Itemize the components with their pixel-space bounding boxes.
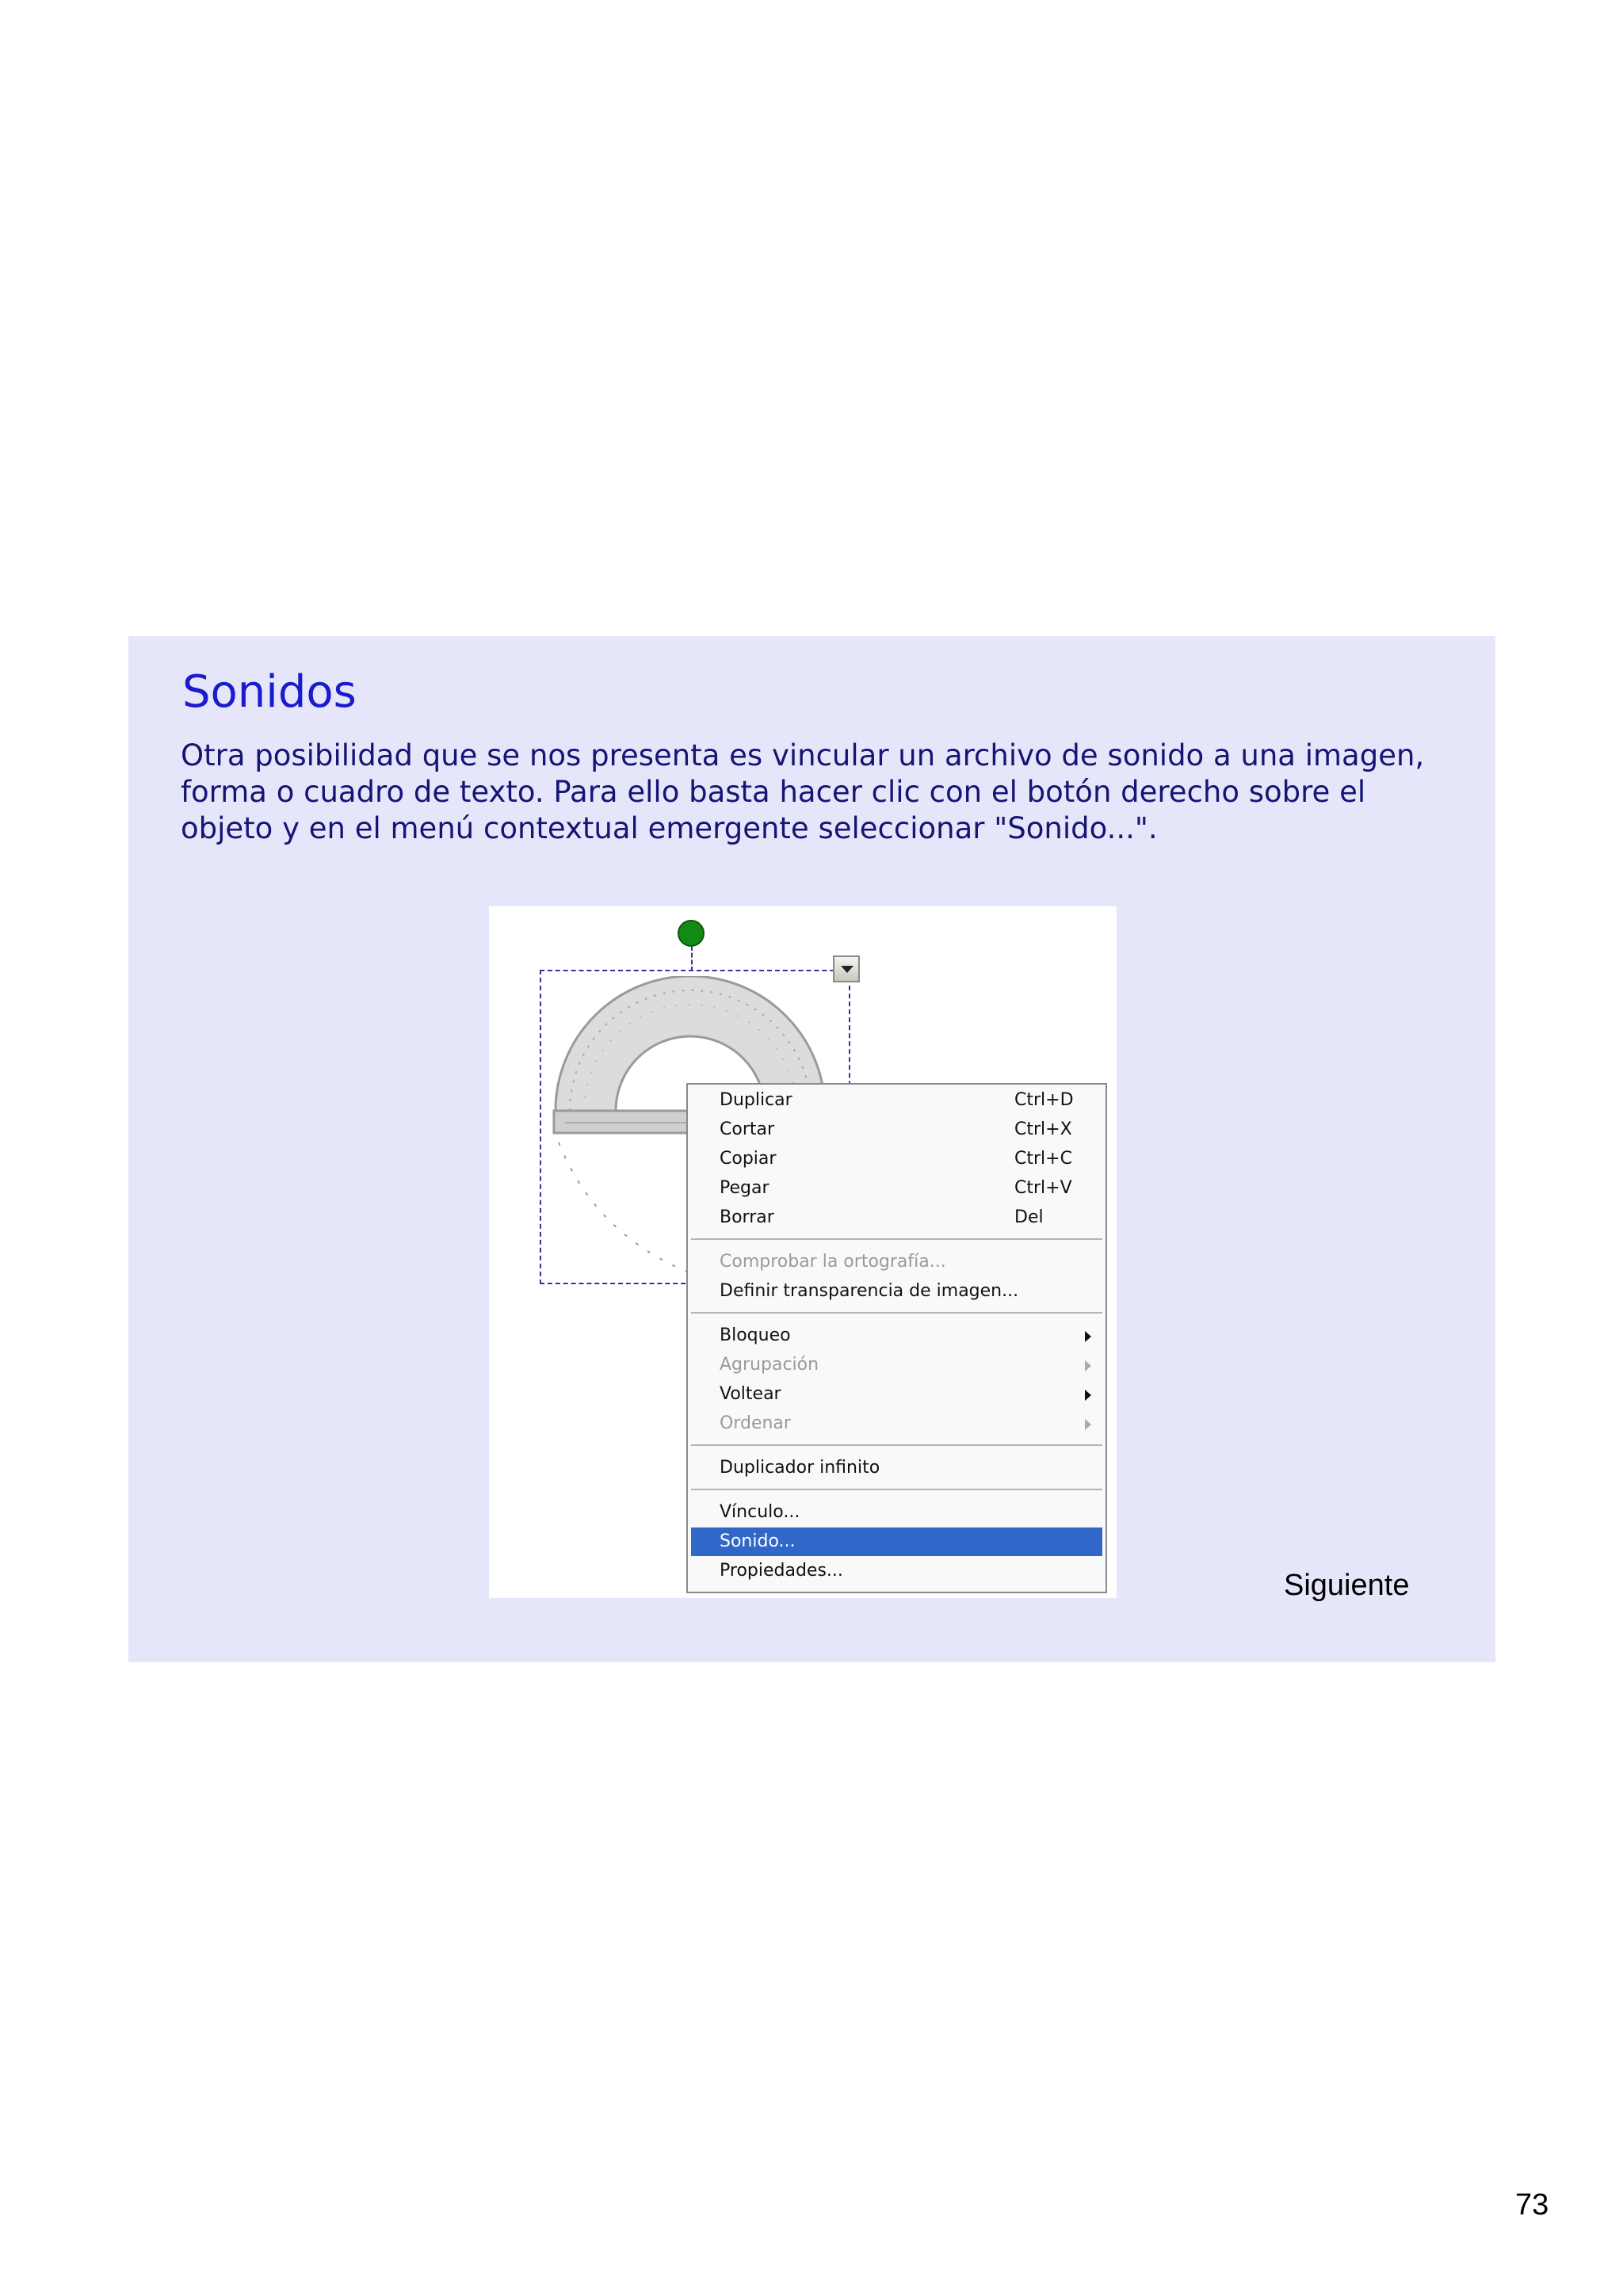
menu-item-cortar[interactable] [691, 1116, 1102, 1144]
menu-item-propiedades[interactable] [691, 1557, 1102, 1585]
menu-item-label: Copiar [720, 1149, 777, 1169]
context-menu-screenshot [489, 906, 1117, 1598]
menu-item-label: Comprobar la ortografía... [720, 1252, 946, 1272]
menu-item-label: Pegar [720, 1178, 769, 1198]
menu-item-duplicador-infinito[interactable] [691, 1454, 1102, 1482]
submenu-arrow-icon [1085, 1419, 1091, 1430]
menu-item-label: Bloqueo [720, 1325, 791, 1345]
menu-item-label: Definir transparencia de imagen... [720, 1281, 1019, 1301]
menu-item-copiar[interactable] [691, 1145, 1102, 1173]
menu-separator [691, 1489, 1102, 1490]
menu-item-shortcut: Ctrl+X [1014, 1119, 1072, 1139]
submenu-arrow-icon [1085, 1331, 1091, 1342]
menu-item-label: Sonido... [720, 1531, 796, 1551]
menu-item-borrar[interactable] [691, 1203, 1102, 1232]
menu-item-label: Propiedades... [720, 1561, 843, 1581]
menu-item-ordenar[interactable] [691, 1409, 1102, 1438]
menu-item-comprobar-ortografia[interactable] [691, 1248, 1102, 1276]
menu-separator [691, 1312, 1102, 1314]
menu-item-label: Voltear [720, 1384, 781, 1404]
submenu-arrow-icon [1085, 1390, 1091, 1401]
menu-item-bloqueo[interactable] [691, 1322, 1102, 1350]
menu-item-shortcut: Ctrl+V [1014, 1178, 1072, 1198]
menu-item-sonido[interactable] [691, 1527, 1102, 1556]
rotation-handle[interactable] [678, 920, 705, 947]
menu-item-label: Ordenar [720, 1413, 791, 1433]
menu-item-voltear[interactable] [691, 1380, 1102, 1409]
menu-item-duplicar[interactable] [691, 1086, 1102, 1115]
page-number: 73 [1515, 2188, 1549, 2222]
submenu-arrow-icon [1085, 1360, 1091, 1371]
menu-item-shortcut: Ctrl+D [1014, 1090, 1074, 1110]
menu-item-label: Duplicador infinito [720, 1458, 880, 1478]
slide-title: Sonidos [182, 666, 357, 718]
menu-item-pegar[interactable] [691, 1174, 1102, 1203]
menu-item-agrupacion[interactable] [691, 1351, 1102, 1379]
menu-item-label: Duplicar [720, 1090, 792, 1110]
menu-separator [691, 1238, 1102, 1240]
next-link[interactable]: Siguiente [1284, 1569, 1410, 1602]
menu-item-label: Agrupación [720, 1355, 819, 1375]
menu-separator [691, 1444, 1102, 1446]
menu-item-shortcut: Ctrl+C [1014, 1149, 1072, 1169]
menu-item-label: Cortar [720, 1119, 775, 1139]
slide-body-text: Otra posibilidad que se nos presenta es vincular un archivo de sonido a una imagen, forma o cuadro de texto. Para ello basta hacer clic con el botón derecho sobre el objeto y en el menú contextual emergente seleccionar "Sonido...". [181, 738, 1425, 845]
menu-item-definir-transparencia[interactable] [691, 1277, 1102, 1306]
menu-item-label: Vínculo... [720, 1502, 800, 1522]
context-menu [686, 1083, 1107, 1593]
menu-item-label: Borrar [720, 1207, 774, 1227]
menu-item-shortcut: Del [1014, 1207, 1044, 1227]
rotation-handle-line [691, 946, 693, 971]
menu-item-vinculo[interactable] [691, 1498, 1102, 1527]
